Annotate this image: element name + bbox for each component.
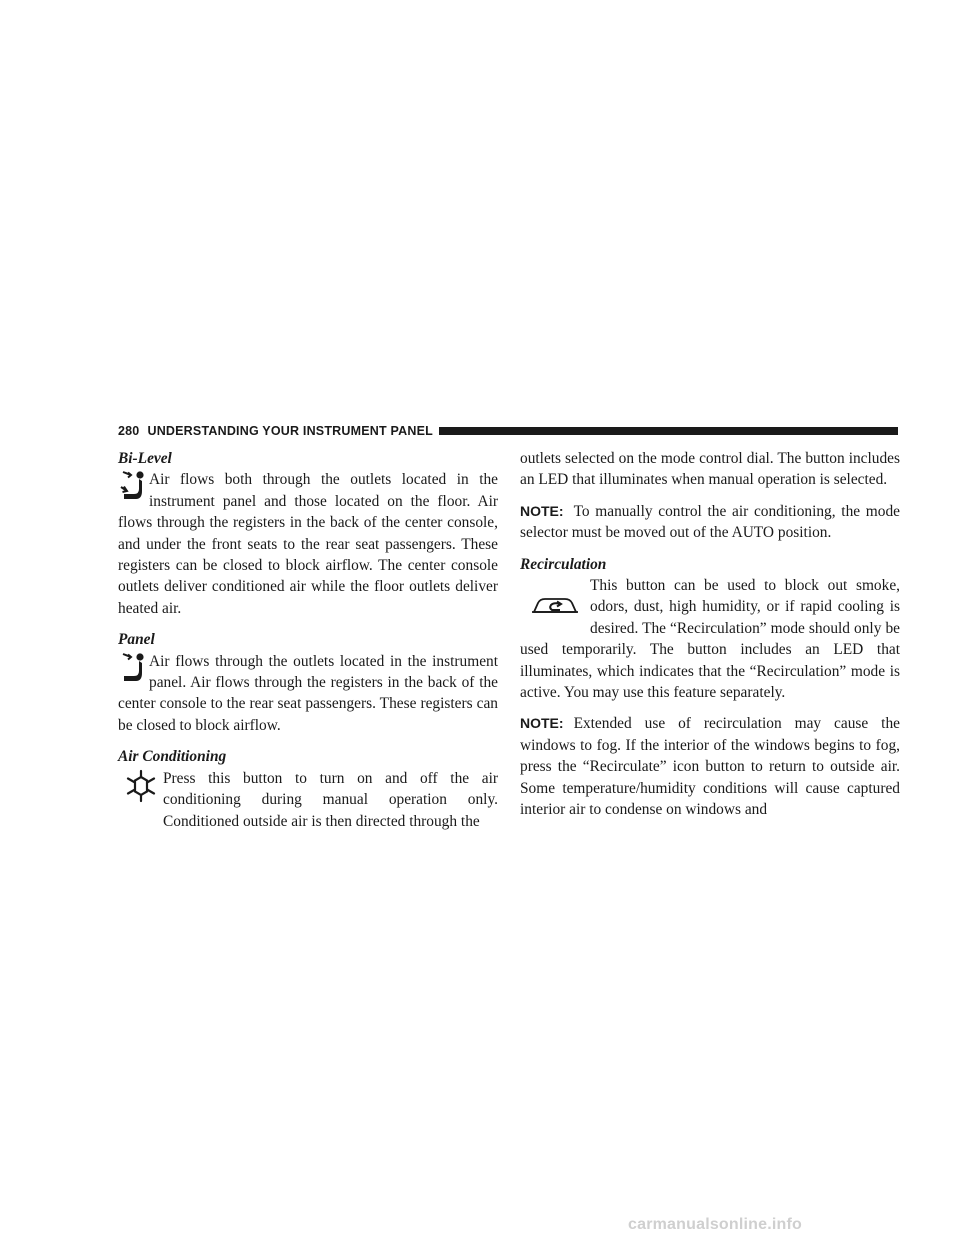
panel-airflow-icon: [118, 651, 149, 689]
note-label: NOTE:: [520, 715, 564, 732]
recirculation-icon: [520, 575, 590, 637]
note-air-conditioning: [520, 501, 900, 544]
note-label: NOTE:: [520, 502, 564, 519]
recirculation-text: This button can be used to block out smoke, odors, dust, high humidity, or if rapid cooling is desired. The “Recirculation” mode should only be used temporarily. The button includes an LED that illuminates, which indicates that the “Recirculation” mode is active. You may use this feature separately.: [520, 577, 900, 702]
air-conditioning-heading: Air Conditioning: [118, 748, 227, 766]
section-panel: [118, 629, 498, 736]
note-text: Extended use of recirculation may cause the windows to fog. If the interior of the windows begins to fog, press the “Recirculate” icon button to return to outside air. Some temperature/humidity conditions will cause captured interior air to condense on windows and: [520, 715, 900, 819]
snowflake-icon: [118, 768, 163, 830]
page-number: 280: [118, 424, 140, 438]
right-column: [520, 448, 900, 831]
recirculation-heading: Recirculation: [520, 555, 607, 573]
note-recirculation: [520, 713, 900, 820]
section-air-conditioning: [118, 746, 498, 832]
left-column: [118, 448, 498, 842]
bi-level-airflow-icon: [118, 469, 149, 507]
bi-level-text: Air flows both through the outlets located in the instrument panel and those located on the floor. Air flows through the registers in the back of the center console, and under the front seats to the rear seat passengers. These registers can be closed to block airflow. The center console outlets deliver conditioned air while the floor outlets deliver heated air.: [118, 471, 498, 617]
section-title: UNDERSTANDING YOUR INSTRUMENT PANEL: [147, 424, 433, 438]
page-header: [118, 424, 898, 438]
section-recirculation: [520, 554, 900, 704]
bi-level-heading: Bi-Level: [118, 450, 172, 467]
air-conditioning-text: Press this button to turn on and off the air conditioning during manual operation only. Conditioned outside air is then directed through the: [163, 769, 498, 830]
section-bi-level: [118, 448, 498, 619]
panel-text: Air flows through the outlets located in the instrument panel. Air flows through the registers in the back of the center console to the rear seat passengers. These registers can be closed to block airflow.: [118, 652, 498, 734]
note-text: To manually control the air conditioning, the mode selector must be moved out of the AUTO position.: [520, 502, 900, 542]
watermark: carmanualsonline.info: [628, 1216, 803, 1233]
panel-heading: Panel: [118, 631, 155, 649]
continuation-text: outlets selected on the mode control dial. The button includes an LED that illuminates when manual operation is selected.: [520, 450, 900, 489]
header-rule: [439, 427, 898, 435]
